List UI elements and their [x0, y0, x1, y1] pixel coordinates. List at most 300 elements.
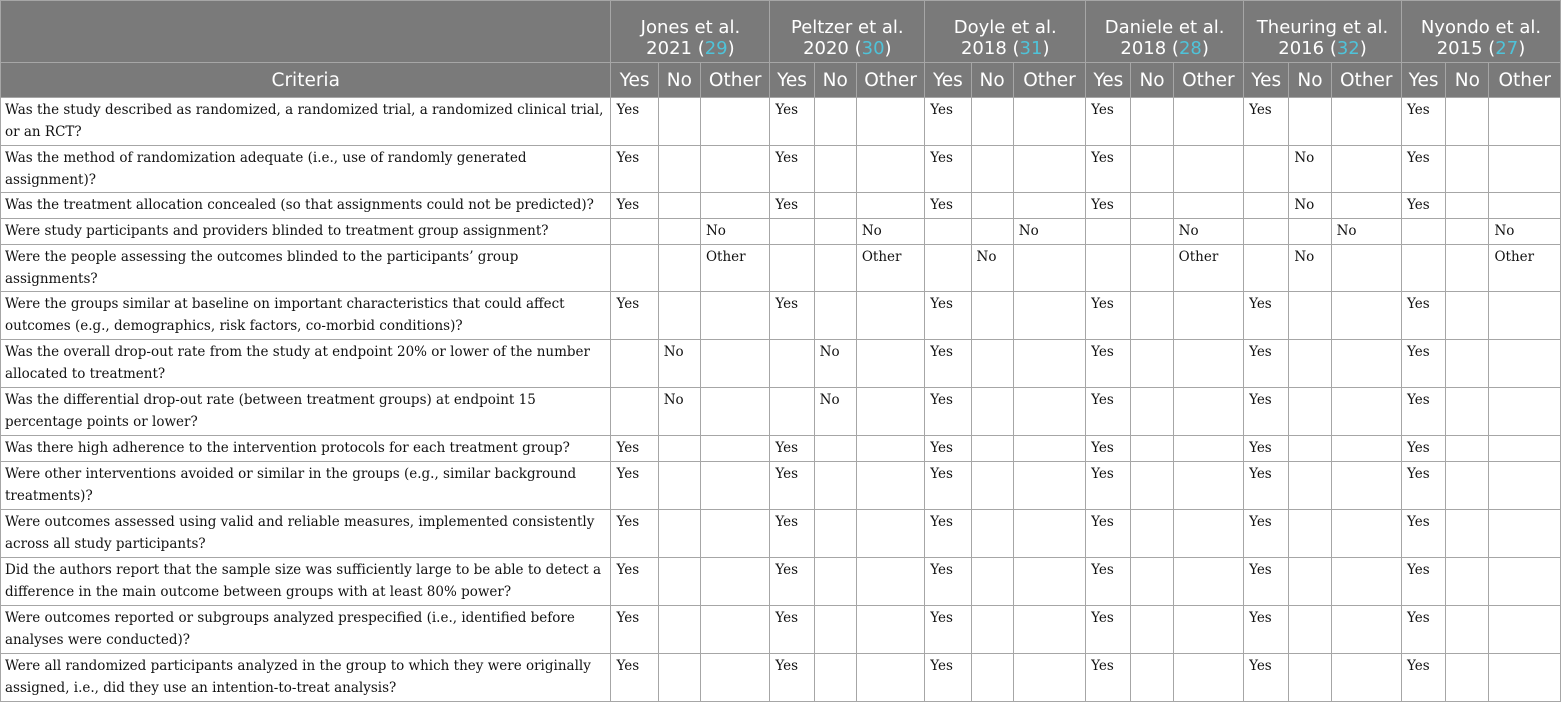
sub-header-other: Other — [700, 63, 769, 98]
study-header: Theuring et al. 2016 (32) — [1244, 1, 1402, 63]
rating-cell — [925, 245, 971, 292]
sub-header-no: No — [971, 63, 1013, 98]
rating-cell — [700, 340, 769, 388]
rating-cell: No — [856, 219, 924, 245]
rating-cell — [971, 340, 1013, 388]
criterion-cell: Were the people assessing the outcomes blinded to the participants’ group assignments? — [1, 245, 611, 292]
rating-cell: Yes — [1401, 98, 1445, 146]
rating-cell: Yes — [1244, 388, 1289, 436]
rating-cell: Yes — [925, 292, 971, 340]
rating-cell: Yes — [770, 436, 814, 462]
rating-cell — [1489, 98, 1561, 146]
rating-cell — [1013, 510, 1085, 558]
rating-cell — [856, 462, 924, 510]
rating-cell: Yes — [925, 654, 971, 702]
rating-cell: Yes — [1086, 98, 1131, 146]
rating-cell — [971, 292, 1013, 340]
rating-cell — [971, 462, 1013, 510]
rating-cell — [1446, 193, 1489, 219]
rating-cell — [1244, 245, 1289, 292]
rating-cell — [700, 98, 769, 146]
rating-cell: Yes — [1086, 510, 1131, 558]
rating-cell — [1131, 340, 1173, 388]
rating-cell — [658, 462, 700, 510]
rating-cell — [1289, 654, 1331, 702]
rating-cell: Yes — [1401, 193, 1445, 219]
criterion-cell: Was the treatment allocation concealed (so that assignments could not be predicted)? — [1, 193, 611, 219]
rating-cell: Yes — [1086, 654, 1131, 702]
rating-cell — [1173, 558, 1243, 606]
rating-cell — [1289, 436, 1331, 462]
criterion-cell: Were outcomes assessed using valid and reliable measures, implemented consistently across all study participants? — [1, 510, 611, 558]
rating-cell — [1331, 340, 1401, 388]
reference-link[interactable]: 31 — [1019, 38, 1043, 59]
rating-cell — [1489, 292, 1561, 340]
study-author: Jones et al. — [640, 17, 741, 38]
rating-cell — [856, 292, 924, 340]
rating-cell — [1013, 245, 1085, 292]
rating-cell: Yes — [611, 98, 658, 146]
rating-cell — [1446, 558, 1489, 606]
rating-cell — [1489, 436, 1561, 462]
rating-cell — [1289, 219, 1331, 245]
table-row — [1, 219, 1561, 245]
rating-cell — [658, 146, 700, 193]
rating-cell — [1446, 462, 1489, 510]
rating-cell: Yes — [611, 193, 658, 219]
rating-cell — [1013, 462, 1085, 510]
rating-cell — [1131, 193, 1173, 219]
rating-cell — [1446, 436, 1489, 462]
rating-cell — [1173, 654, 1243, 702]
rating-cell: Other — [856, 245, 924, 292]
rating-cell — [1446, 98, 1489, 146]
study-header: Doyle et al. 2018 (31) — [925, 1, 1086, 63]
rating-cell: Yes — [770, 292, 814, 340]
rating-cell: No — [814, 340, 856, 388]
rating-cell — [770, 219, 814, 245]
rating-cell — [770, 340, 814, 388]
rating-cell: No — [658, 388, 700, 436]
rating-cell: Yes — [1244, 436, 1289, 462]
rating-cell — [1173, 510, 1243, 558]
rating-cell — [1331, 510, 1401, 558]
criterion-cell: Were all randomized participants analyzed in the group to which they were originally assigned, i.e., did they use an intention-to-treat analysis? — [1, 654, 611, 702]
rating-cell — [700, 558, 769, 606]
rating-cell — [1013, 292, 1085, 340]
rating-cell: Yes — [925, 98, 971, 146]
rating-cell — [1244, 193, 1289, 219]
rating-cell — [1173, 146, 1243, 193]
rating-cell — [814, 654, 856, 702]
rating-cell — [1446, 654, 1489, 702]
sub-header-no: No — [1446, 63, 1489, 98]
rating-cell — [1173, 388, 1243, 436]
rating-cell — [1173, 193, 1243, 219]
criterion-cell: Were other interventions avoided or similar in the groups (e.g., similar background treatments)? — [1, 462, 611, 510]
sub-header-other: Other — [856, 63, 924, 98]
rating-cell: Yes — [925, 388, 971, 436]
rating-cell — [1331, 98, 1401, 146]
rating-cell — [1331, 292, 1401, 340]
sub-header-yes: Yes — [770, 63, 814, 98]
rating-cell: No — [1289, 146, 1331, 193]
rating-cell — [1446, 606, 1489, 654]
table-row — [1, 98, 1561, 146]
rating-cell: Yes — [1244, 462, 1289, 510]
rating-cell: No — [1013, 219, 1085, 245]
rating-cell — [1013, 654, 1085, 702]
rating-cell: Yes — [770, 98, 814, 146]
rating-cell — [658, 606, 700, 654]
rating-cell — [700, 388, 769, 436]
criterion-cell: Was the method of randomization adequate (i.e., use of randomly generated assignment)? — [1, 146, 611, 193]
rating-cell — [1173, 606, 1243, 654]
rating-cell: Yes — [925, 193, 971, 219]
rating-cell: Yes — [1401, 146, 1445, 193]
rating-cell: No — [1489, 219, 1561, 245]
sub-header-yes: Yes — [1086, 63, 1131, 98]
rating-cell — [1173, 98, 1243, 146]
rating-cell — [1446, 292, 1489, 340]
rating-cell — [1489, 146, 1561, 193]
rating-cell — [611, 219, 658, 245]
rating-cell — [971, 606, 1013, 654]
rating-cell: Yes — [770, 146, 814, 193]
rating-cell: Yes — [925, 558, 971, 606]
rating-cell: Yes — [1244, 98, 1289, 146]
study-header: Peltzer et al. 2020 (30) — [770, 1, 925, 63]
rating-cell: Yes — [1086, 558, 1131, 606]
rating-cell: Yes — [1086, 436, 1131, 462]
rating-cell: No — [1173, 219, 1243, 245]
criteria-header: Criteria — [1, 63, 611, 98]
reference-link[interactable]: 28 — [1178, 38, 1202, 59]
rating-cell — [1489, 462, 1561, 510]
rating-cell — [1131, 146, 1173, 193]
study-header: Nyondo et al. 2015 (27) — [1401, 1, 1560, 63]
study-author: Doyle et al. — [953, 17, 1057, 38]
table-row — [1, 340, 1561, 388]
rating-cell — [1013, 98, 1085, 146]
rating-cell — [1244, 146, 1289, 193]
rating-cell: Yes — [1401, 558, 1445, 606]
rating-cell — [658, 245, 700, 292]
study-author: Peltzer et al. — [791, 17, 904, 38]
rating-cell — [814, 245, 856, 292]
rating-cell: Yes — [1401, 436, 1445, 462]
rating-cell — [700, 146, 769, 193]
rating-cell: Yes — [1086, 340, 1131, 388]
rating-cell: Yes — [1401, 292, 1445, 340]
rating-cell — [856, 606, 924, 654]
rating-cell — [1173, 340, 1243, 388]
rating-cell — [658, 292, 700, 340]
rating-cell: Yes — [925, 606, 971, 654]
table-row — [1, 292, 1561, 340]
reference-link[interactable]: 29 — [704, 38, 728, 59]
rating-cell: Yes — [770, 654, 814, 702]
rating-cell: Yes — [1086, 388, 1131, 436]
rating-cell: Yes — [611, 606, 658, 654]
rating-cell — [658, 98, 700, 146]
rating-cell — [658, 558, 700, 606]
rating-cell: Yes — [611, 436, 658, 462]
rating-cell: Yes — [1086, 606, 1131, 654]
table-row — [1, 654, 1561, 702]
sub-header-yes: Yes — [925, 63, 971, 98]
rating-cell — [1086, 219, 1131, 245]
rating-cell — [1289, 292, 1331, 340]
rating-cell — [971, 654, 1013, 702]
rating-cell — [1331, 558, 1401, 606]
study-header-row — [1, 1, 1561, 63]
rating-cell — [1131, 219, 1173, 245]
rating-cell: Yes — [1244, 510, 1289, 558]
rating-cell — [1086, 245, 1131, 292]
rating-cell — [1331, 606, 1401, 654]
rating-cell: Yes — [1244, 606, 1289, 654]
rating-cell: Yes — [770, 558, 814, 606]
study-year: 2015 — [1436, 38, 1483, 59]
reference-link[interactable]: 27 — [1495, 38, 1519, 59]
study-author: Theuring et al. — [1256, 17, 1389, 38]
sub-header-other: Other — [1331, 63, 1401, 98]
study-header: Jones et al. 2021 (29) — [611, 1, 770, 63]
rating-cell: Yes — [611, 510, 658, 558]
rating-cell: Yes — [1401, 340, 1445, 388]
rating-cell — [1289, 606, 1331, 654]
criterion-cell: Was the differential drop-out rate (between treatment groups) at endpoint 15 percentage points or lower? — [1, 388, 611, 436]
rating-cell — [658, 654, 700, 702]
reference-link[interactable]: 30 — [861, 38, 885, 59]
rating-cell: Yes — [611, 654, 658, 702]
rating-cell — [1489, 606, 1561, 654]
table-row — [1, 606, 1561, 654]
rating-cell — [856, 388, 924, 436]
rating-cell — [856, 558, 924, 606]
rating-cell: Yes — [925, 510, 971, 558]
rating-cell — [1173, 462, 1243, 510]
criterion-cell: Was the overall drop-out rate from the study at endpoint 20% or lower of the number allocated to treatment? — [1, 340, 611, 388]
rating-cell: Yes — [1086, 292, 1131, 340]
rating-cell: Yes — [925, 462, 971, 510]
rating-cell — [971, 146, 1013, 193]
rating-cell — [770, 245, 814, 292]
rating-cell — [1131, 462, 1173, 510]
rating-cell — [1489, 388, 1561, 436]
rating-cell: No — [658, 340, 700, 388]
rating-cell: No — [700, 219, 769, 245]
rating-cell: Yes — [925, 436, 971, 462]
rating-cell — [1013, 193, 1085, 219]
study-year: 2020 — [803, 38, 849, 59]
rating-cell — [700, 654, 769, 702]
rating-cell — [1331, 436, 1401, 462]
rating-cell — [700, 436, 769, 462]
study-year: 2016 — [1278, 38, 1325, 59]
rating-cell: Yes — [1401, 462, 1445, 510]
rating-cell — [658, 510, 700, 558]
header-blank-cell — [1, 1, 611, 63]
table-row — [1, 146, 1561, 193]
rating-cell — [1131, 245, 1173, 292]
rating-cell — [1173, 436, 1243, 462]
rating-cell: No — [1331, 219, 1401, 245]
rating-cell — [1131, 606, 1173, 654]
rating-cell — [658, 219, 700, 245]
rating-cell — [1489, 193, 1561, 219]
rating-cell — [1289, 510, 1331, 558]
rating-cell — [1489, 654, 1561, 702]
rating-cell — [1013, 606, 1085, 654]
rating-cell — [700, 292, 769, 340]
rating-cell: Yes — [1401, 388, 1445, 436]
rating-cell — [1446, 510, 1489, 558]
rating-cell: Yes — [770, 193, 814, 219]
criterion-cell: Was the study described as randomized, a randomized trial, a randomized clinical trial, or an RCT? — [1, 98, 611, 146]
criterion-cell: Were the groups similar at baseline on important characteristics that could affect outcomes (e.g., demographics, risk factors, co-morbid conditions)? — [1, 292, 611, 340]
rating-cell — [1013, 388, 1085, 436]
rating-cell — [1446, 219, 1489, 245]
rating-cell: Other — [1173, 245, 1243, 292]
rating-cell: No — [1289, 245, 1331, 292]
study-year: 2018 — [960, 38, 1007, 59]
rating-cell — [1489, 510, 1561, 558]
rating-cell — [971, 98, 1013, 146]
rating-cell — [971, 388, 1013, 436]
sub-header-yes: Yes — [1401, 63, 1445, 98]
rating-cell — [971, 193, 1013, 219]
rating-cell — [856, 340, 924, 388]
rating-cell — [1289, 462, 1331, 510]
rating-cell — [1446, 245, 1489, 292]
rating-cell: Yes — [770, 606, 814, 654]
study-author: Nyondo et al. — [1420, 17, 1542, 38]
rating-cell: No — [814, 388, 856, 436]
rating-cell — [1131, 510, 1173, 558]
criterion-cell: Was there high adherence to the intervention protocols for each treatment group? — [1, 436, 611, 462]
rating-cell — [700, 193, 769, 219]
rating-cell: Yes — [925, 340, 971, 388]
sub-header-no: No — [814, 63, 856, 98]
rating-cell: Yes — [611, 558, 658, 606]
rating-cell — [1131, 654, 1173, 702]
rating-cell — [814, 98, 856, 146]
criterion-cell: Were study participants and providers blinded to treatment group assignment? — [1, 219, 611, 245]
rating-cell — [700, 510, 769, 558]
rating-cell — [1289, 558, 1331, 606]
rating-cell: Yes — [1244, 292, 1289, 340]
study-header: Daniele et al. 2018 (28) — [1086, 1, 1244, 63]
rating-cell — [814, 436, 856, 462]
rating-cell — [814, 510, 856, 558]
table-header — [1, 1, 1561, 98]
rating-cell: Yes — [1086, 193, 1131, 219]
rating-cell — [814, 606, 856, 654]
rating-cell — [971, 510, 1013, 558]
table-row — [1, 193, 1561, 219]
table-body — [1, 98, 1561, 702]
rating-cell — [1489, 340, 1561, 388]
rating-cell: Yes — [1401, 654, 1445, 702]
rating-cell: Yes — [611, 146, 658, 193]
rating-cell — [814, 292, 856, 340]
rating-cell — [814, 146, 856, 193]
rating-cell — [1446, 388, 1489, 436]
rating-cell: Yes — [611, 462, 658, 510]
reference-link[interactable]: 32 — [1336, 38, 1360, 59]
study-year: 2021 — [646, 38, 692, 59]
sub-header-yes: Yes — [611, 63, 658, 98]
rating-cell — [971, 558, 1013, 606]
criterion-cell: Did the authors report that the sample size was sufficiently large to be able to detect a difference in the main outcome between groups with at least 80% power? — [1, 558, 611, 606]
rating-cell — [1131, 98, 1173, 146]
sub-header-no: No — [1289, 63, 1331, 98]
rating-cell — [1131, 292, 1173, 340]
rating-cell: Yes — [1086, 146, 1131, 193]
rating-cell — [700, 462, 769, 510]
rating-cell — [1331, 654, 1401, 702]
rating-cell: No — [1289, 193, 1331, 219]
study-year: 2018 — [1120, 38, 1167, 59]
rating-cell — [658, 436, 700, 462]
rating-cell: Other — [1489, 245, 1561, 292]
rating-cell: Yes — [1244, 558, 1289, 606]
sub-header-other: Other — [1013, 63, 1085, 98]
table-row — [1, 245, 1561, 292]
rating-cell — [770, 388, 814, 436]
sub-header-no: No — [658, 63, 700, 98]
table-row — [1, 388, 1561, 436]
rating-cell: Yes — [1086, 462, 1131, 510]
table-row — [1, 462, 1561, 510]
rating-cell — [814, 193, 856, 219]
rating-cell — [1244, 219, 1289, 245]
rating-cell: Other — [700, 245, 769, 292]
rating-cell — [1331, 146, 1401, 193]
rating-cell — [971, 219, 1013, 245]
rating-cell — [856, 654, 924, 702]
rating-cell — [1446, 340, 1489, 388]
rating-cell: Yes — [611, 292, 658, 340]
sub-header-no: No — [1131, 63, 1173, 98]
rating-cell — [856, 510, 924, 558]
rating-cell: Yes — [770, 462, 814, 510]
table-row — [1, 558, 1561, 606]
rating-cell — [1331, 388, 1401, 436]
rating-cell: Yes — [1401, 606, 1445, 654]
rating-cell — [1289, 340, 1331, 388]
rating-cell: Yes — [1401, 510, 1445, 558]
sub-header-other: Other — [1489, 63, 1561, 98]
rating-cell — [856, 436, 924, 462]
rating-cell — [1489, 558, 1561, 606]
sub-header-other: Other — [1173, 63, 1243, 98]
rating-cell — [1013, 436, 1085, 462]
rating-cell — [1013, 340, 1085, 388]
rating-cell — [1289, 98, 1331, 146]
rating-cell: Yes — [770, 510, 814, 558]
rating-cell — [1331, 193, 1401, 219]
rating-cell — [814, 219, 856, 245]
rating-cell — [856, 98, 924, 146]
rating-cell — [611, 340, 658, 388]
rating-cell — [1131, 558, 1173, 606]
rating-cell — [658, 193, 700, 219]
rating-cell: Yes — [1244, 654, 1289, 702]
rating-cell — [856, 146, 924, 193]
